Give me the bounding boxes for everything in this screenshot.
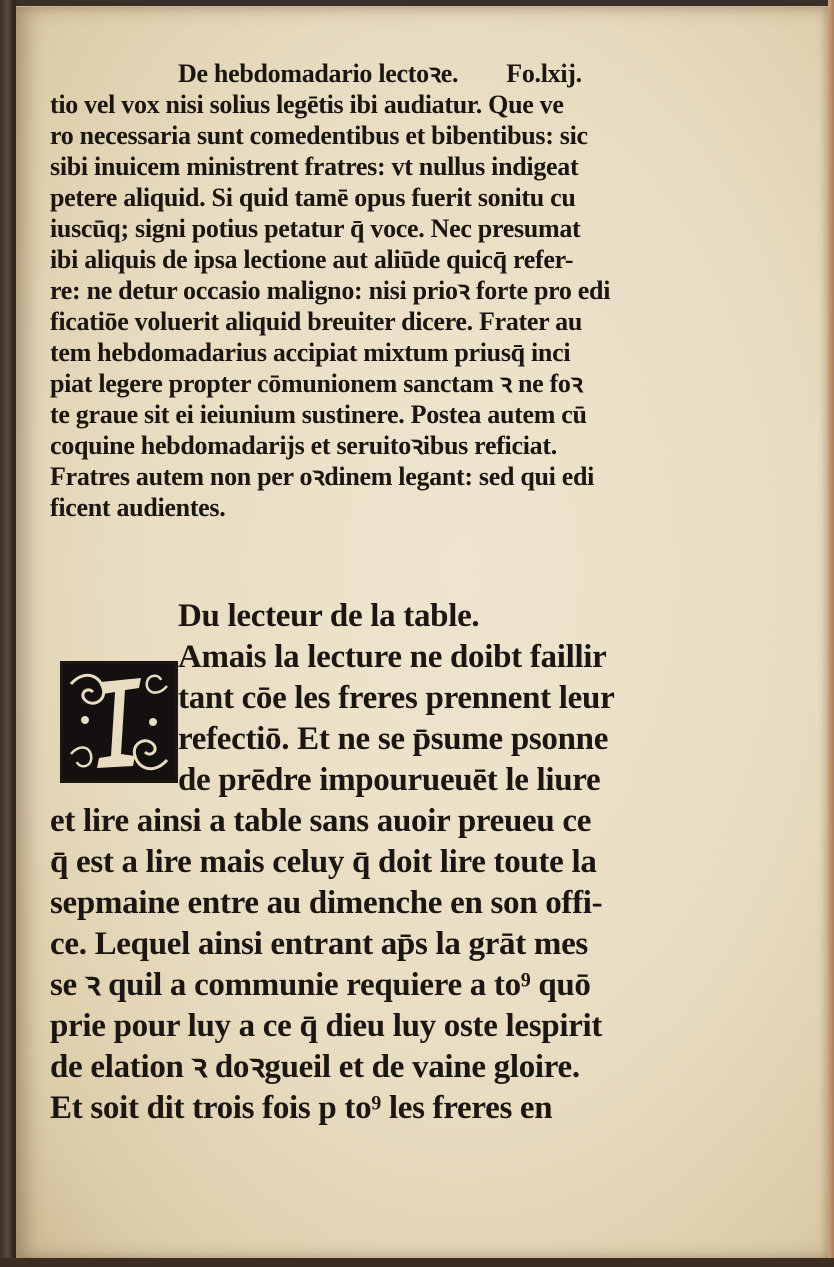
latin-text-block [50, 58, 730, 523]
page-edge-right [828, 0, 834, 1267]
latin-line: iuscūq; signi potius petatur q̄ voce. Nec presumat [50, 214, 581, 243]
latin-line: coquine hebdomadarijs et seruitoꝛibus reficiat. [50, 431, 557, 460]
latin-line: ibi aliquis de ipsa lectione aut aliūde quicq̄ refer- [50, 245, 574, 274]
latin-line: ficatiōe voluerit aliquid breuiter dicere. Frater au [50, 307, 582, 336]
french-line: tant cōe les freres prennent leur [178, 680, 615, 716]
page-edge-bottom [0, 1258, 834, 1267]
french-line: de elation ꝛ doꝛgueil et de vaine gloire. [50, 1049, 580, 1085]
french-line: prie pour luy a ce q̄ dieu luy oste lespirit [50, 1008, 603, 1044]
latin-line: piat legere propter cōmunionem sanctam ꝛ ne foꝛ [50, 369, 583, 398]
latin-line: ficent audientes. [50, 493, 226, 522]
french-line: sepmaine entre au dimenche en son offi- [50, 885, 603, 921]
latin-line: sibi inuicem ministrent fratres: vt nullus indigeat [50, 152, 579, 181]
section-title: Du lecteur de la table. [178, 598, 480, 634]
latin-line: te graue sit ei ieiunium sustinere. Postea autem cū [50, 400, 587, 429]
french-line: se ꝛ quil a communie requiere a to⁹ quō [50, 967, 591, 1003]
folio-number: Fo.lxij. [506, 59, 582, 88]
latin-line: tio vel vox nisi solius legētis ibi audiatur. Que ve [50, 90, 564, 119]
french-line: et lire ainsi a table sans auoir preueu ce [50, 803, 592, 839]
latin-line: ro necessaria sunt comedentibus et bibentibus: sic [50, 121, 588, 150]
latin-line: tem hebdomadarius accipiat mixtum priusq̄ inci [50, 338, 571, 367]
french-line: refectiō. Et ne se p̄sume psonne [178, 721, 609, 757]
french-line: ce. Lequel ainsi entrant ap̄s la grāt mes [50, 926, 588, 962]
running-header [50, 58, 730, 89]
running-title: De hebdomadario lectoꝛe. [178, 59, 459, 88]
latin-line: Fratres autem non per oꝛdinem legant: sed qui edi [50, 462, 595, 491]
french-line: Amais la lecture ne doibt faillir [178, 639, 607, 675]
french-line: q̄ est a lire mais celuy q̄ doit lire toute la [50, 844, 597, 880]
french-line: Et soit dit trois fois p to⁹ les freres en [50, 1090, 553, 1126]
french-text-block [50, 596, 730, 1129]
latin-line: petere aliquid. Si quid tamē opus fuerit sonitu cu [50, 183, 576, 212]
french-line: de prēdre impourueuēt le liure [178, 762, 601, 798]
latin-line: re: ne detur occasio maligno: nisi prioꝛ forte pro edi [50, 276, 611, 305]
